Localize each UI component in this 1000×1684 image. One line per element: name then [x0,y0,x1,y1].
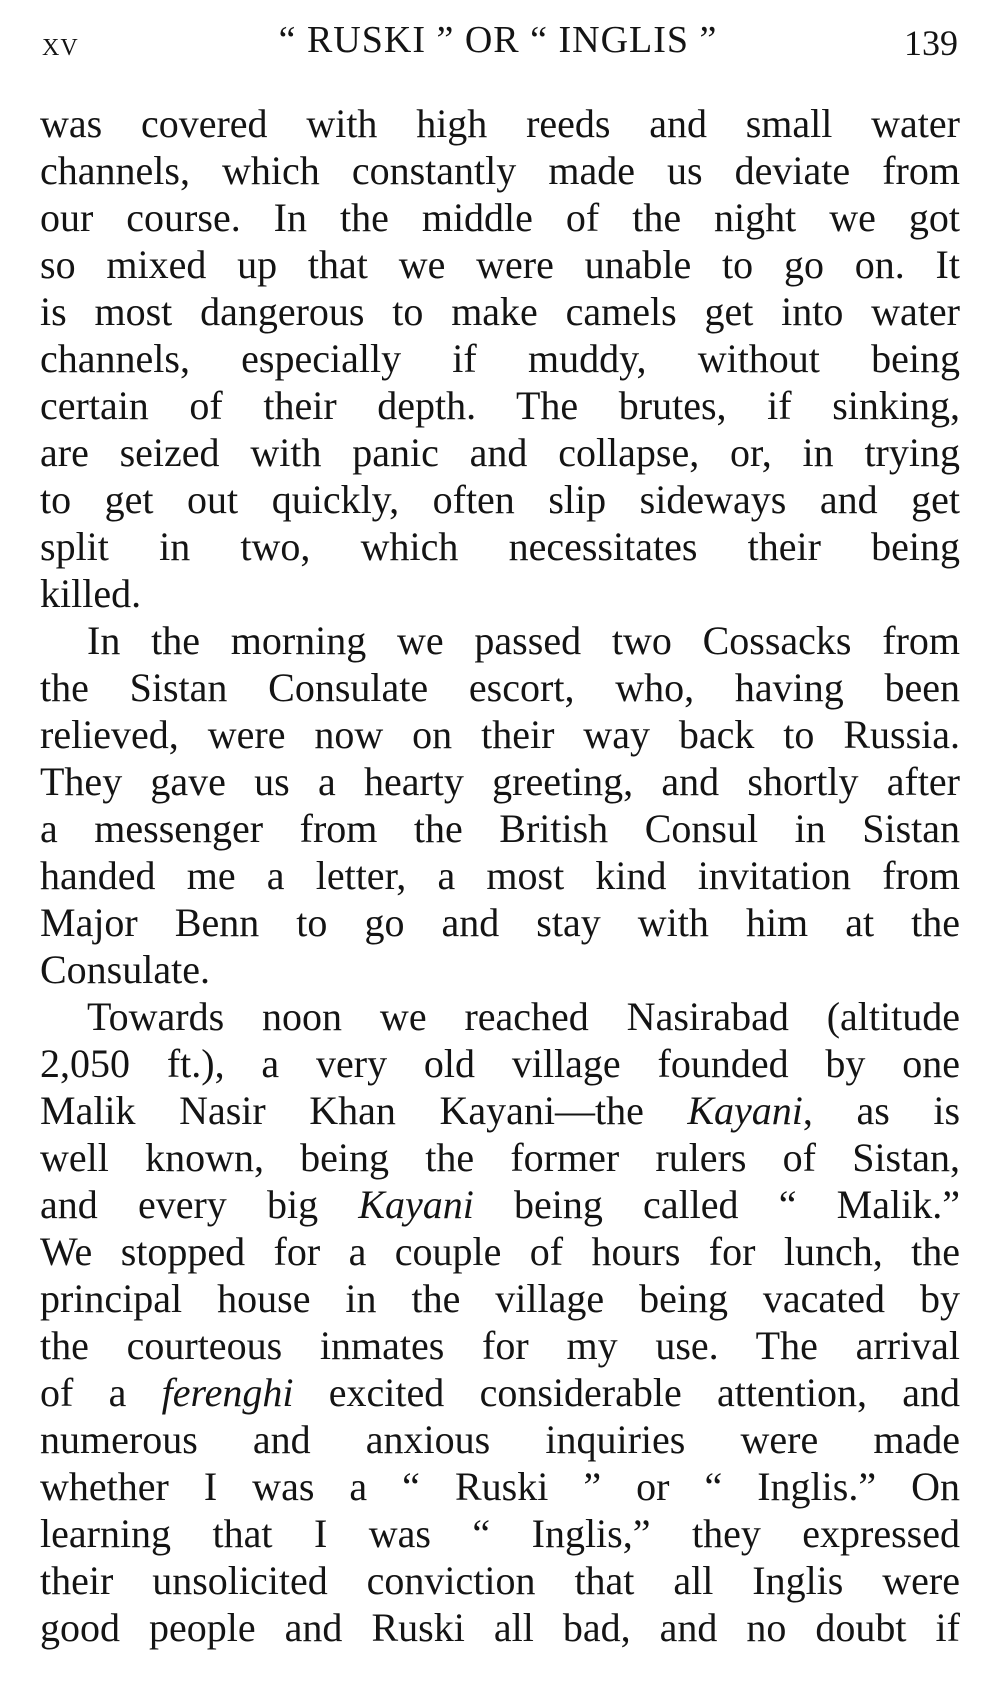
text-line: 2,050 ft.), a very old village founded by one [40,1041,960,1086]
text-line: We stopped for a couple of hours for lunch, the [40,1229,960,1274]
text-run: , as is [802,1088,961,1133]
text-line: our course. In the middle of the night we got [40,195,960,240]
text-line: is most dangerous to make camels get into water [40,289,960,334]
text-line: In the morning we passed two Cossacks from [87,618,960,663]
text-line: handed me a letter, a most kind invitation from [40,853,960,898]
italic-term: Kayani [687,1088,803,1133]
text-line: relieved, were now on their way back to Russia. [40,712,960,757]
text-line: whether I was a “ Ruski ” or “ Inglis.” On [40,1464,960,1509]
text-line: was covered with high reeds and small water [40,101,960,146]
running-title: “ RUSKI ” OR “ INGLIS ” [278,19,718,61]
text-line: learning that I was “ Inglis,” they expressed [40,1511,960,1556]
text-line [40,1369,960,1416]
text-run: excited considerable attention, and [293,1370,960,1415]
text-line: Consulate. [40,947,210,992]
text-run: and every big [40,1182,359,1227]
text-line: the courteous inmates for my use. The arrival [40,1323,960,1368]
text-line: the Sistan Consulate escort, who, having been [40,665,960,710]
text-line [40,1181,960,1228]
page-number: 139 [904,23,958,63]
chapter-number: xv [42,26,79,63]
text-line [40,1087,960,1134]
italic-term: Kayani [358,1182,474,1227]
text-line: Major Benn to go and stay with him at the [40,900,960,945]
text-run: being called “ Malik.” [473,1182,960,1227]
text-line: killed. [40,571,142,616]
text-line: their unsolicited conviction that all Inglis were [40,1558,960,1603]
text-line: are seized with panic and collapse, or, in trying [40,430,960,475]
text-line: channels, especially if muddy, without being [40,336,960,381]
text-run: of a [40,1370,162,1415]
text-line: certain of their depth. The brutes, if sinking, [40,383,960,428]
text-line: Towards noon we reached Nasirabad (altitude [87,994,960,1039]
running-head [38,18,958,74]
text-line: well known, being the former rulers of Sistan, [40,1135,960,1180]
text-line: numerous and anxious inquiries were made [40,1417,960,1462]
text-line: channels, which constantly made us deviate from [40,148,960,193]
text-line: a messenger from the British Consul in Sistan [40,806,960,851]
text-line: to get out quickly, often slip sideways and get [40,477,960,522]
body-text [40,100,960,1651]
text-line: principal house in the village being vacated by [40,1276,960,1321]
text-line: They gave us a hearty greeting, and shortly after [40,759,960,804]
text-line: good people and Ruski all bad, and no doubt if [40,1605,960,1650]
text-run: Malik Nasir Khan Kayani—the [40,1088,688,1133]
text-line: so mixed up that we were unable to go on. It [40,242,960,287]
text-line: split in two, which necessitates their being [40,524,960,569]
italic-term: ferenghi [161,1370,294,1415]
